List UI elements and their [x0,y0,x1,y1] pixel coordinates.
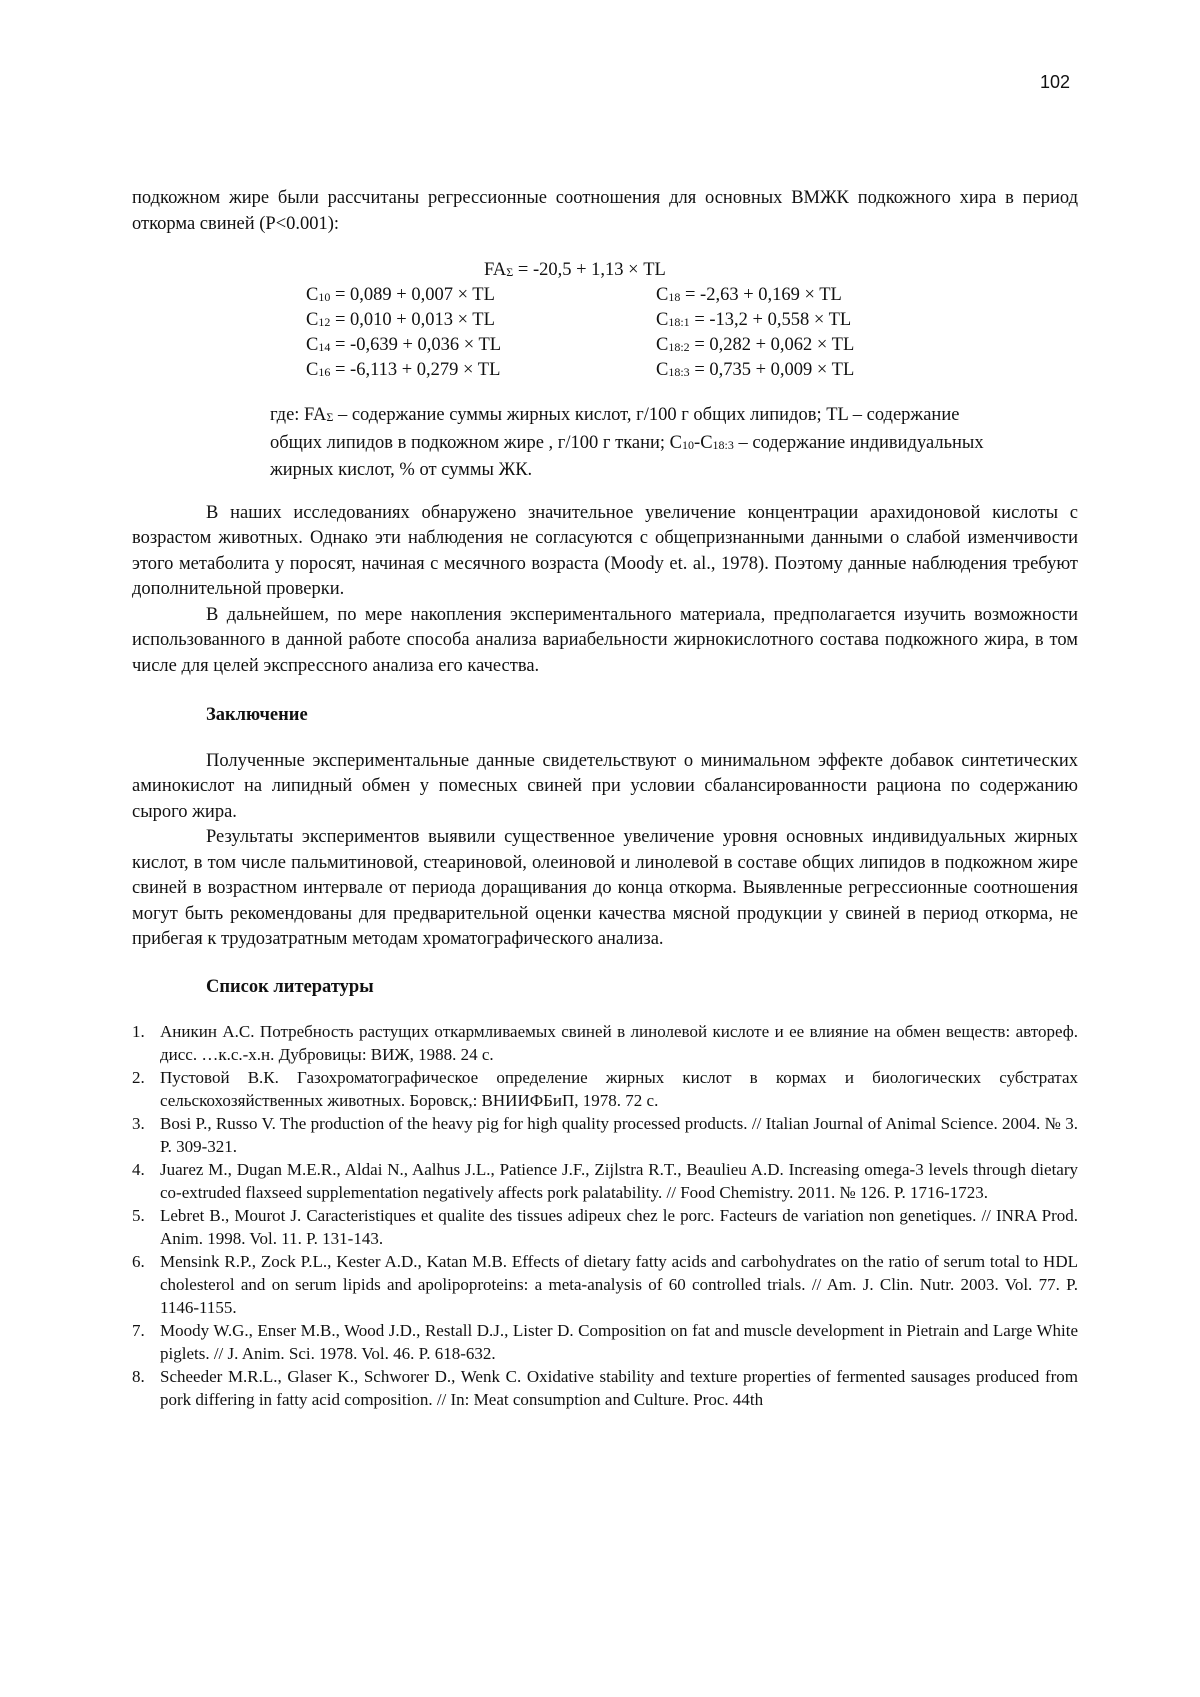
conclusion-paragraph-2: Результаты экспериментов выявили существенное увеличение уровня основных индивидуальных жирных кислот, в том числе пальмитиновой, стеариновой, олеиновой и линолевой в составе общих липидов в подкожном жире свиней в возрастном интервале от периода доращивания до конца откорма. Выявленные регрессионные соотношения могут быть рекомендованы для предварительной оценки качества мясной продукции у свиней в период откорма, не прибегая к трудозатратным методам хроматографического анализа. [132,827,1078,949]
formula-c18: C18 = -2,63 + 0,169 × TL [656,285,842,305]
conclusion-paragraph-1: Полученные экспериментальные данные свидетельствуют о минимальном эффекте добавок синтетических аминокислот на липидный обмен у помесных свиней при условии сбалансированности рациона по содержанию сырого жира. [132,750,1078,822]
references-list [132,1020,1078,1411]
reference-item: 1. Аникин А.С. Потребность растущих откармливаемых свиней в линолевой кислоте и ее влияние на обмен веществ: автореф. дисс. …к.с.-х.н. Дубровицы: ВИЖ, 1988. 24 с. [132,1022,1078,1064]
regression-formulas [132,258,1078,386]
formula-c18-3: C18:3 = 0,735 + 0,009 × TL [656,360,855,380]
reference-item: 7. Moody W.G., Enser M.B., Wood J.D., Restall D.J., Lister D. Composition on fat and muscle development in Pietrain and Large White piglets. // J. Anim. Sci. 1978. Vol. 46. P. 618-632. [132,1321,1078,1363]
formula-c18-2: C18:2 = 0,282 + 0,062 × TL [656,335,855,355]
reference-item: 3. Bosi P., Russo V. The production of the heavy pig for high quality processed products. // Italian Journal of Animal Science. 2004. № 3. P. 309-321. [132,1114,1078,1156]
formula-c16: C16 = -6,113 + 0,279 × TL [306,360,501,380]
reference-item: 6. Mensink R.P., Zock P.L., Kester A.D., Katan M.B. Effects of dietary fatty acids and carbohydrates on the ratio of serum total to HDL cholesterol and on serum lipids and apolipoproteins: a meta-analysis of 60 controlled trials. // Am. J. Clin. Nutr. 2003. Vol. 77. P. 1146-1155. [132,1252,1078,1317]
reference-item: 8. Scheeder M.R.L., Glaser K., Schworer D., Wenk C. Oxidative stability and texture properties of fermented sausages produced from pork differing in fatty acid composition. // In: Meat consumption and Culture. Proc. 44th [132,1367,1078,1409]
formula-fa-sum: FAΣ = -20,5 + 1,13 × TL [484,260,666,280]
body-paragraph-1: В наших исследованиях обнаружено значительное увеличение концентрации арахидоновой кислоты с возрастом животных. Однако эти наблюдения не согласуются с общепризнанными данными о слабой изменчивости этого метаболита у поросят, начиная с месячного возраста (Moody et. al., 1978). Поэтому данные наблюдения требуют дополнительной проверки. [132,502,1078,599]
formula-legend: где: FAΣ – содержание суммы жирных кислот, г/100 г общих липидов; TL – содержание общих липидов в подкожном жире , г/100 г ткани; C10-C18:3 – содержание индивидуальных жирных кислот, % от суммы ЖК. [270,405,984,480]
references-heading: Список литературы [206,976,374,997]
formula-c14: C14 = -0,639 + 0,036 × TL [306,335,502,355]
reference-item: 5. Lebret B., Mourot J. Caracteristiques et qualite des tissues adipeux chez le porc. Facteurs de variation non genetiques. // INRA Prod. Anim. 1998. Vol. 11. P. 131-143. [132,1206,1078,1248]
reference-item: 4. Juarez M., Dugan M.E.R., Aldai N., Aalhus J.L., Patience J.F., Zijlstra R.T., Beaulieu A.D. Increasing omega-3 levels through dietary co-extruded flaxseed supplementation negatively affects pork palatability. // Food Chemistry. 2011. № 126. P. 1716-1723. [132,1160,1078,1202]
formula-c18-1: C18:1 = -13,2 + 0,558 × TL [656,310,852,330]
page-number: 102 [1040,72,1071,92]
page-content [132,186,1078,1411]
reference-item: 2. Пустовой В.К. Газохроматографическое определение жирных кислот в кормах и биологических субстратах сельскохозяйственных животных. Боровск,: ВНИИФБиП, 1978. 72 с. [132,1068,1078,1110]
formula-c12: C12 = 0,010 + 0,013 × TL [306,310,495,330]
formula-c10: C10 = 0,089 + 0,007 × TL [306,285,495,305]
conclusion-heading: Заключение [206,705,308,725]
body-paragraph-2: В дальнейшем, по мере накопления экспериментального материала, предполагается изучить возможности использованного в данной работе способа анализа вариабельности жирнокислотного состава подкожного жира, в том числе для целей экспрессного анализа его качества. [132,604,1078,676]
intro-paragraph: подкожном жире были рассчитаны регрессионные соотношения для основных ВМЖК подкожного хира в период откорма свиней (Р<0.001): [132,188,1078,234]
